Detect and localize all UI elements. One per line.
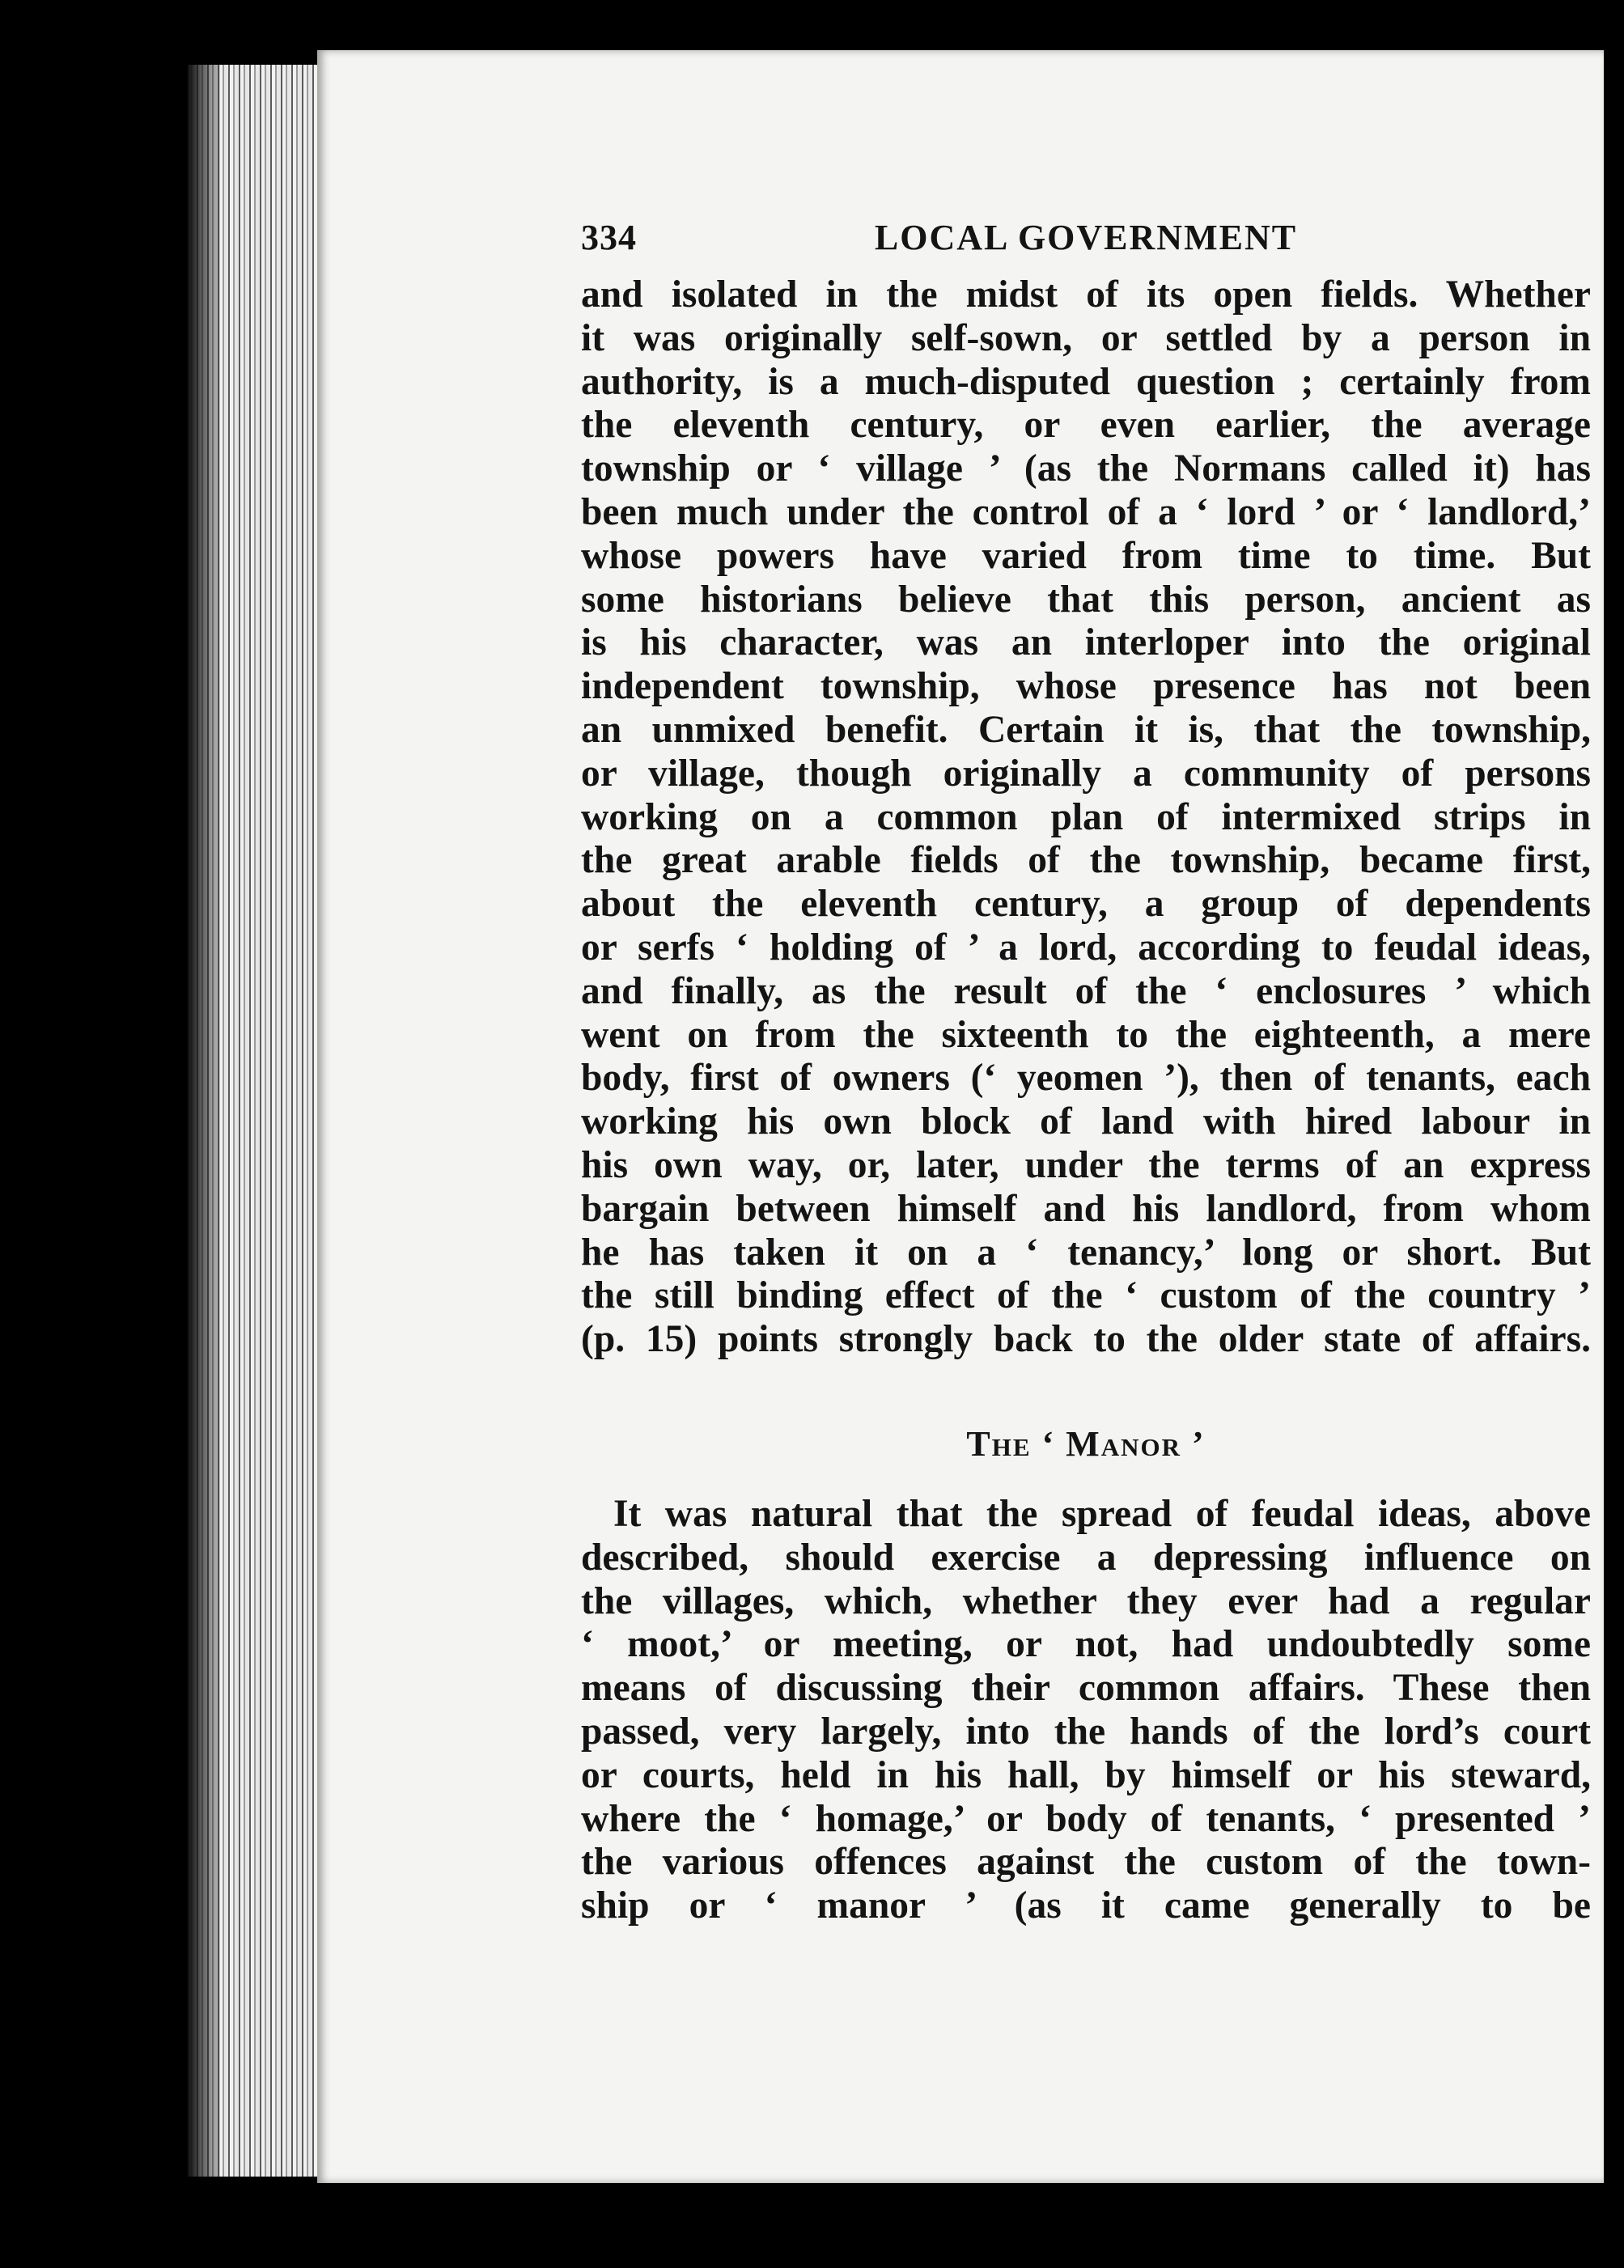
text-line: or village, though originally a community of persons: [581, 752, 1591, 795]
text-line: the great arable fields of the township, became first,: [581, 839, 1591, 882]
text-line: working his own block of land with hired labour in: [581, 1100, 1591, 1143]
running-head-title: LOCAL GOVERNMENT: [874, 218, 1298, 257]
text-line: It was natural that the spread of feudal ideas, above: [613, 1492, 1591, 1535]
text-line: the villages, which, whether they ever had a regular: [581, 1579, 1591, 1622]
text-line: his own way, or, later, under the terms of an express: [581, 1143, 1591, 1186]
text-line: bargain between himself and his landlord, from whom: [581, 1187, 1591, 1230]
text-line: and isolated in the midst of its open fields. Whether: [581, 273, 1591, 316]
page-number: 334: [581, 218, 637, 257]
text-line: whose powers have varied from time to time. But: [581, 534, 1591, 577]
text-line: or courts, held in his hall, by himself or his steward,: [581, 1753, 1591, 1796]
binding-shadow: [188, 65, 220, 2177]
text-line: ship or ‘ manor ’ (as it came generally to be: [581, 1884, 1591, 1927]
text-line: body, first of owners (‘ yeomen ’), then of tenants, each: [581, 1057, 1591, 1100]
text-line: the still binding effect of the ‘ custom of the country ’: [581, 1274, 1591, 1317]
text-line: went on from the sixteenth to the eighteenth, a mere: [581, 1013, 1591, 1056]
text-line: he has taken it on a ‘ tenancy,’ long or short. But: [581, 1231, 1591, 1274]
text-line: passed, very largely, into the hands of the lord’s court: [581, 1710, 1591, 1753]
paragraph-1: [581, 273, 1591, 1362]
text-line: some historians believe that this person, ancient as: [581, 578, 1591, 621]
text-line: the eleventh century, or even earlier, the average: [581, 404, 1591, 447]
text-line: (p. 15) points strongly back to the older state of affairs.: [581, 1318, 1591, 1361]
text-line: about the eleventh century, a group of dependents: [581, 883, 1591, 926]
text-line: it was originally self-sown, or settled by a person in: [581, 316, 1591, 359]
text-line: or serfs ‘ holding of ’ a lord, according to feudal ideas,: [581, 926, 1591, 969]
text-line: described, should exercise a depressing influence on: [581, 1536, 1591, 1579]
text-line: means of discussing their common affairs. These then: [581, 1667, 1591, 1710]
running-head: [581, 217, 1591, 273]
text-line: been much under the control of a ‘ lord ’ or ‘ landlord,’: [581, 490, 1591, 533]
text-line: an unmixed benefit. Certain it is, that the township,: [581, 708, 1591, 751]
text-line: working on a common plan of intermixed strips in: [581, 795, 1591, 838]
text-line: independent township, whose presence has not been: [581, 665, 1591, 708]
text-line: authority, is a much-disputed question ; certainly from: [581, 360, 1591, 403]
text-line: ‘ moot,’ or meeting, or not, had undoubtedly some: [581, 1623, 1591, 1666]
section-heading: The ‘ Manor ’: [966, 1423, 1206, 1464]
paragraph-2: [581, 1493, 1591, 1928]
text-line: where the ‘ homage,’ or body of tenants, ‘ presented ’: [581, 1797, 1591, 1840]
text-line: township or ‘ village ’ (as the Normans called it) has: [581, 447, 1591, 490]
text-line: and finally, as the result of the ‘ enclosures ’ which: [581, 969, 1591, 1012]
text-line: the various offences against the custom of the town-: [581, 1841, 1591, 1884]
text-line: is his character, was an interloper into the original: [581, 621, 1591, 664]
text-block: [581, 217, 1591, 1928]
